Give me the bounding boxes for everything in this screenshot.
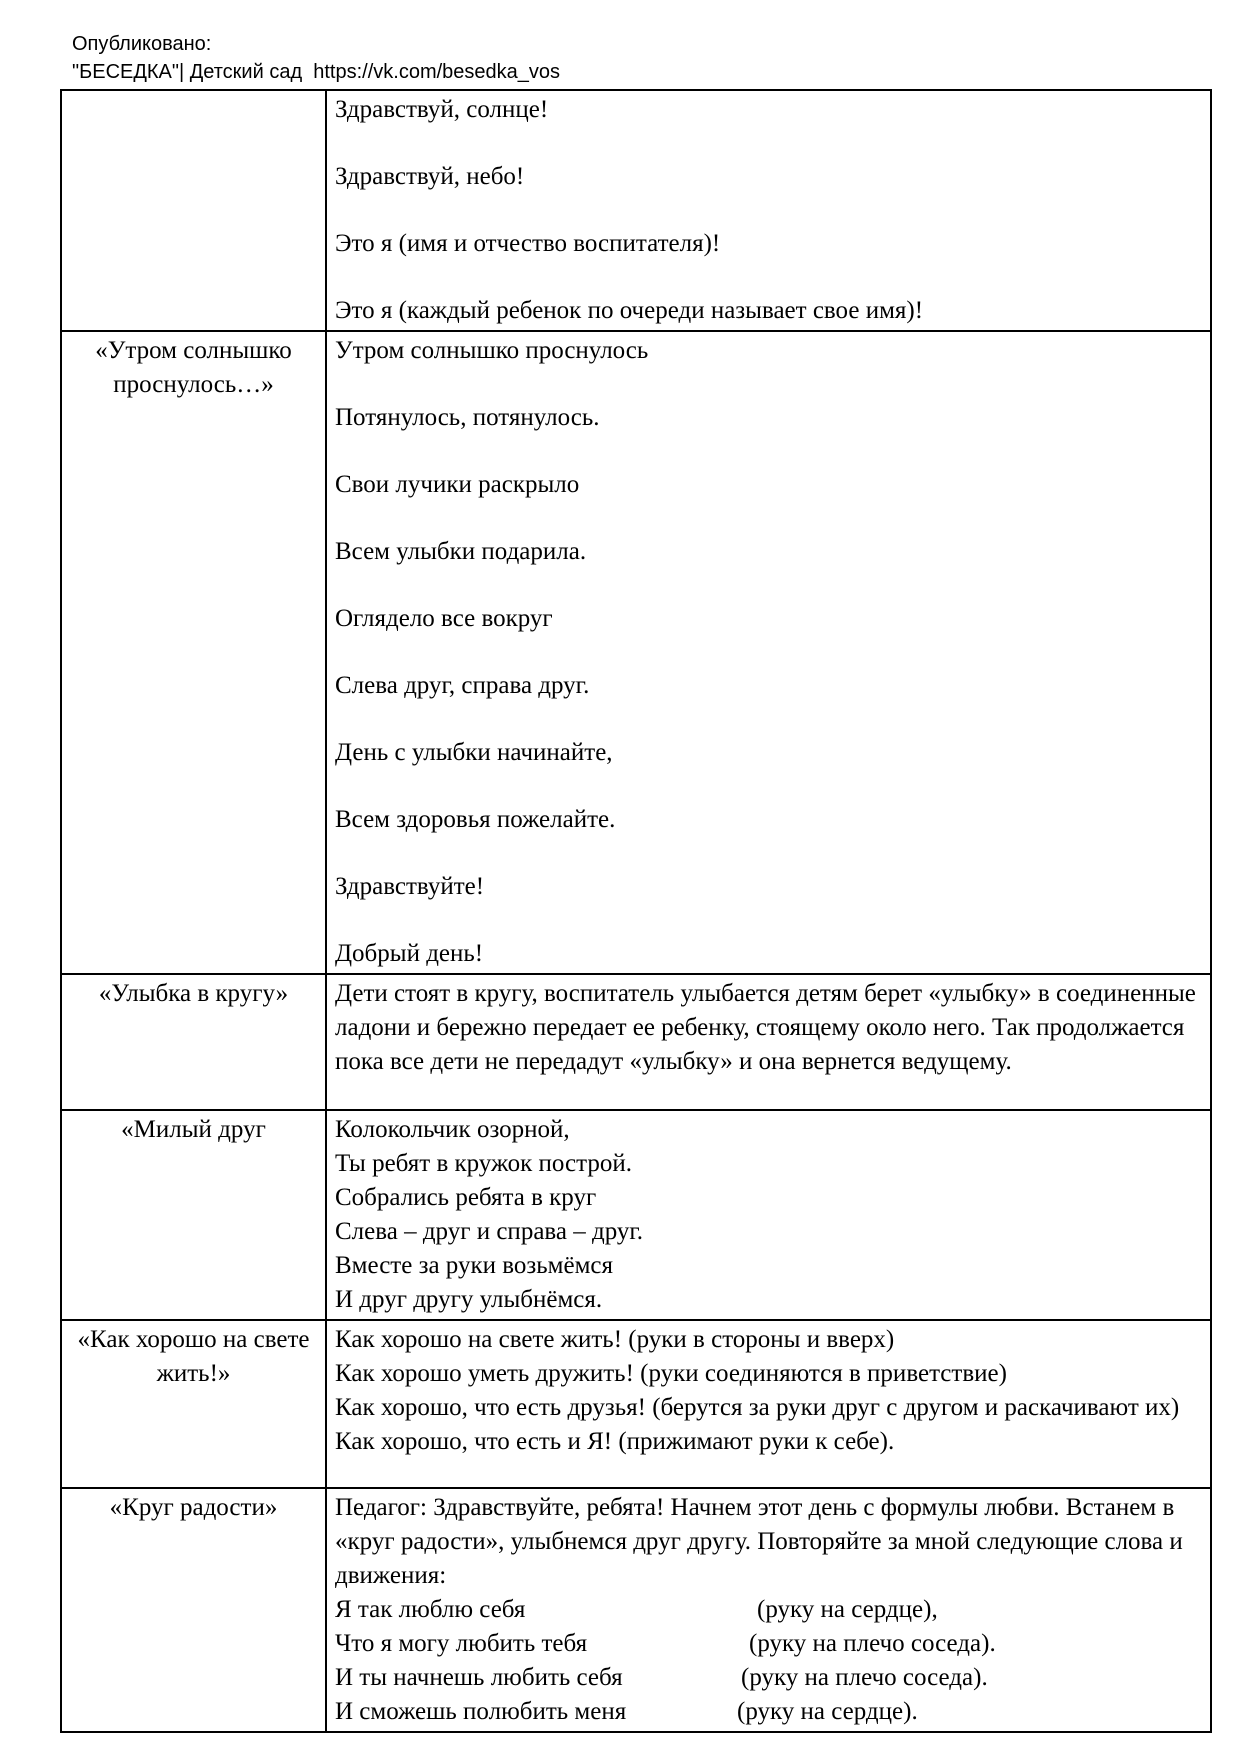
table-row — [61, 331, 1211, 974]
row-title: «Как хорошо на свете жить!» — [61, 1320, 326, 1488]
gesture-text: (руку на сердце). — [737, 1698, 918, 1725]
verse-line: Всем улыбки подарила. — [335, 538, 587, 565]
table-row — [61, 90, 1211, 331]
verse-line: Слева – друг и справа – друг. — [335, 1218, 644, 1245]
verse-line — [335, 1661, 1202, 1695]
source-line: "БЕСЕДКА"| Детский сад https://vk.com/besedka_vos — [72, 61, 561, 83]
verse-line: Здравствуй, небо! — [335, 163, 525, 190]
verse-line: Вместе за руки возьмёмся — [335, 1252, 613, 1279]
verse-text: Что я могу любить тебя — [335, 1630, 588, 1657]
verse-line: Оглядело все вокруг — [335, 605, 553, 632]
verse-line: Собрались ребята в круг — [335, 1184, 597, 1211]
verse-line: И друг другу улыбнёмся. — [335, 1286, 603, 1313]
verse-text: И сможешь полюбить меня — [335, 1698, 627, 1725]
verse-line: Свои лучики раскрыло — [335, 471, 580, 498]
row-title — [61, 90, 326, 331]
verse-text: Я так люблю себя — [335, 1596, 526, 1623]
verse-line: Это я (имя и отчество воспитателя)! — [335, 230, 721, 257]
row-content — [326, 1320, 1211, 1488]
published-label: Опубликовано: — [72, 33, 212, 55]
verse-line: Здравствуй, солнце! — [335, 96, 549, 123]
gesture-text: (руку на сердце), — [757, 1596, 938, 1623]
verse-line: Колокольчик озорной, — [335, 1116, 570, 1143]
table-row — [61, 974, 1211, 1110]
verse-line: Как хорошо, что есть и Я! (прижимают руки к себе). — [335, 1428, 895, 1455]
row-title: «Милый друг — [61, 1110, 326, 1320]
verse-line: Это я (каждый ребенок по очереди называет свое имя)! — [335, 297, 924, 324]
table-row — [61, 1110, 1211, 1320]
verse-line — [335, 1627, 1202, 1661]
row-title: «Утром солнышко проснулось…» — [61, 331, 326, 974]
gesture-text: (руку на плечо соседа). — [749, 1630, 996, 1657]
row-content — [326, 974, 1211, 1110]
verse-text: И ты начнешь любить себя — [335, 1664, 623, 1691]
table-row — [61, 1488, 1211, 1732]
verse-line: Как хорошо, что есть друзья! (берутся за руки друг с другом и раскачивают их) — [335, 1394, 1180, 1421]
publication-header — [72, 30, 560, 86]
row-title: «Круг радости» — [61, 1488, 326, 1732]
gesture-text: (руку на плечо соседа). — [741, 1664, 988, 1691]
activities-table — [60, 89, 1212, 1733]
verse-line: День с улыбки начинайте, — [335, 739, 613, 766]
description-text: Дети стоят в кругу, воспитатель улыбается детям берет «улыбку» в соединенные ладони и бережно передает ее ребенку, стоящему около него. Так продолжается пока все дети не передадут «улыбку» и она вернется ведущему. — [335, 980, 1196, 1075]
verse-line: Здравствуйте! — [335, 873, 485, 900]
verse-line: Слева друг, справа друг. — [335, 672, 590, 699]
table-row — [61, 1320, 1211, 1488]
verse-line: Всем здоровья пожелайте. — [335, 806, 616, 833]
verse-line: Как хорошо уметь дружить! (руки соединяются в приветствие) — [335, 1360, 1007, 1387]
verse-line — [335, 1695, 1202, 1729]
verse-line: Как хорошо на свете жить! (руки в стороны и вверх) — [335, 1326, 895, 1353]
row-title: «Улыбка в кругу» — [61, 974, 326, 1110]
row-content — [326, 331, 1211, 974]
verse-line: Ты ребят в кружок построй. — [335, 1150, 632, 1177]
intro-text: Педагог: Здравствуйте, ребята! Начнем этот день с формулы любви. Встанем в «круг радости», улыбнемся друг другу. Повторяйте за мной следующие слова и движения: — [335, 1494, 1183, 1589]
row-content — [326, 1110, 1211, 1320]
verse-line: Потянулось, потянулось. — [335, 404, 600, 431]
row-content — [326, 1488, 1211, 1732]
verse-line: Добрый день! — [335, 940, 484, 967]
verse-line — [335, 1593, 1202, 1627]
row-content — [326, 90, 1211, 331]
verse-line: Утром солнышко проснулось — [335, 337, 649, 364]
